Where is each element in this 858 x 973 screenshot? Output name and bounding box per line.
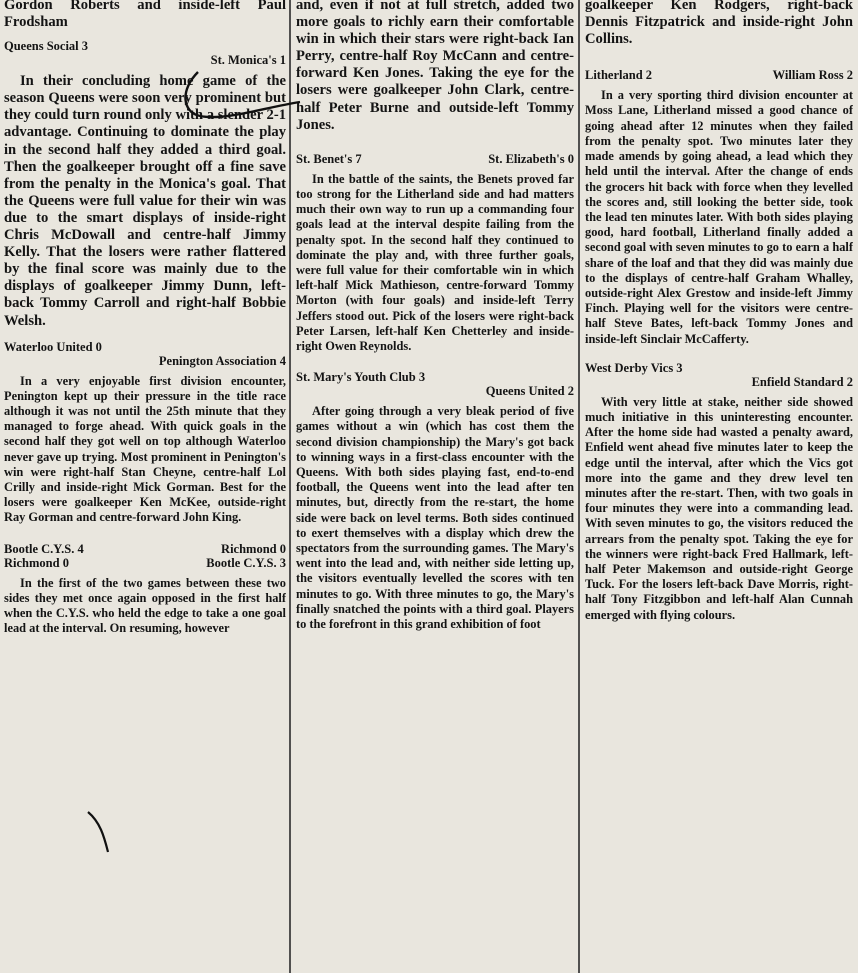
report-body: In the first of the two games between these two sides they met once again opposed in the first half when the C.Y.S. who held the edge to take a one goal lead at the interval. On resuming, however [4, 575, 286, 636]
home-team-score: St. Mary's Youth Club 3 [296, 370, 426, 385]
report-body: After going through a very bleak period of five games without a win (which has cost them the second division championship) the Mary's got back to winning ways in a first-class encounter with the Queens. With both sides playing fast, end-to-end football, the Queens went into the lead after ten minutes, but, directly from the re-start, the home side were back on level terms. Both sides continued to exert themselves with a display which drew the spectators from the surrounding games. The Mary's went into the lead and, with neither side letting up, the visitors eventually levelled the scores with ten minutes to go. With three minutes to go, the Mary's finally snatched the points with a third goal. Players to the forefront in this grand exhibition of foot [296, 404, 574, 632]
match-report [4, 542, 286, 637]
home-team-score: Richmond 0 [4, 555, 69, 570]
home-team-score: St. Benet's 7 [296, 151, 362, 166]
match-report [585, 361, 853, 623]
article-fragment: and, even if not at full stretch, added two more goals to richly earn their comfortable win in which their stars were right-back Ian Perry, centre-half Roy McCann and centre-forward Ken Jones. Taking the eye for the losers were goalkeeper John Clark, centre-half Peter Burne and outside-left Tommy Jones. [296, 0, 574, 133]
column-middle [296, 0, 574, 973]
article-fragment: goalkeeper Ken Rodgers, right-back Dennis Fitzpatrick and inside-right John Collins. [585, 0, 853, 48]
match-report [4, 340, 286, 526]
home-team-score: West Derby Vics 3 [585, 360, 683, 375]
report-body: In their concluding home game of the season Queens were soon very prominent but they could turn round only with a slender 2-1 advantage. Continuing to dominate the play in the second half they added a third goal. Then the goalkeeper brought off a fine save from the penalty in the Monica's goal. That the Queens were full value for their win was due to the smart displays of inside-right Chris McDowall and centre-half Jimmy Kelly. That the losers were rather flattered by the final score was mainly due to the displays of goalkeeper Jimmy Dunn, left-back Tommy Carroll and right-half Bobbie Welsh. [4, 73, 286, 329]
report-body: With very little at stake, neither side showed much initiative in this uninteresting encounter. After the home side had wasted a penalty award, Enfield went ahead five minutes later to keep the edge until the interval, after which the Vics got more into the game and they drew level ten minutes after the re-start. Then, with two goals in four minutes they were into a commanding lead. With seven minutes to go, the visitors reduced the arrears from the penalty spot. Taking the eye for the winners were right-back Fred Hallmark, left-half Peter Makemson and outside-right George Tuck. For the losers left-back Dave Morris, right-half Tony Fitzgibbon and left-half Alan Cunnah emerged with flying colours. [585, 394, 853, 622]
away-team-score: Richmond 0 [221, 541, 286, 556]
away-team-score: St. Elizabeth's 0 [488, 151, 574, 166]
match-heading [585, 68, 853, 82]
match-report [585, 68, 853, 346]
home-team-score: Waterloo United 0 [4, 339, 102, 354]
report-body: In the battle of the saints, the Benets proved far too strong for the Litherland side and had matters much their own way to run up a commanding four goals lead at the interval despite failing from the penalty spot. In the second half they continued to dominate the play and, with three further goals, were full value for their comfortable win in which left-half Mick Mathieson, centre-forward Tommy Morton (with four goals) and inside-left Terry Jeffers stood out. Pick of the losers were right-back Peter Larsen, left-half Ken Chetterley and inside-right Owen Reynolds. [296, 171, 574, 353]
report-body: In a very enjoyable first division encounter, Penington kept up their pressure in the title race although it was not until the 25th minute that they managed to forge ahead. With quick goals in the second half they got well on top although Waterloo never gave up trying. Most prominent in Penington's win were right-half Stan Cheyne, centre-half Lol Crilly and inside-right Mick Gorman. Best for the losers were goalkeeper Ken McKee, outside-right Ray Gorman and centre-forward John King. [4, 373, 286, 525]
away-team-score: William Ross 2 [772, 68, 853, 83]
column-right [585, 0, 853, 973]
home-team-score: Litherland 2 [585, 68, 653, 83]
match-heading [4, 340, 286, 368]
column-rule [289, 0, 291, 973]
match-heading [4, 39, 286, 67]
match-report [296, 152, 574, 354]
match-heading [4, 556, 286, 570]
home-team-score: Queens Social 3 [4, 39, 89, 54]
home-team-score: Bootle C.Y.S. 4 [4, 541, 84, 556]
away-team-score: St. Monica's 1 [210, 53, 286, 68]
away-team-score: Penington Association 4 [158, 353, 286, 368]
match-heading [585, 361, 853, 389]
away-team-score: Queens United 2 [485, 384, 574, 399]
match-report [4, 39, 286, 329]
match-heading [296, 370, 574, 398]
match-report [296, 370, 574, 632]
away-team-score: Bootle C.Y.S. 3 [206, 555, 286, 570]
match-heading [296, 152, 574, 166]
match-heading [4, 542, 286, 556]
column-rule [578, 0, 580, 973]
away-team-score: Enfield Standard 2 [751, 374, 853, 389]
column-left [4, 0, 286, 973]
article-fragment: Gordon Roberts and inside-left Paul Frodsham [4, 0, 286, 31]
report-body: In a very sporting third division encounter at Moss Lane, Litherland missed a good chance of going ahead after 12 minutes when they failed from the penalty spot. Two minutes later they made amends by going ahead, a lead which they held until the interval. After the change of ends the grocers hit back with force when they levelled the scores and, still looking the better side, took the lead ten minutes later. With both sides playing good, hard football, Litherland finally added a second goal with seven minutes to go to earn a half share of the loaf and that they did was mainly due to the displays of centre-half Graham Whalley, outside-right Alex Grestow and inside-left Jimmy Finch. Playing well for the visitors were centre-half Steve Bates, left-back Tommy Jones and inside-left Sinclair McCafferty. [585, 88, 853, 346]
